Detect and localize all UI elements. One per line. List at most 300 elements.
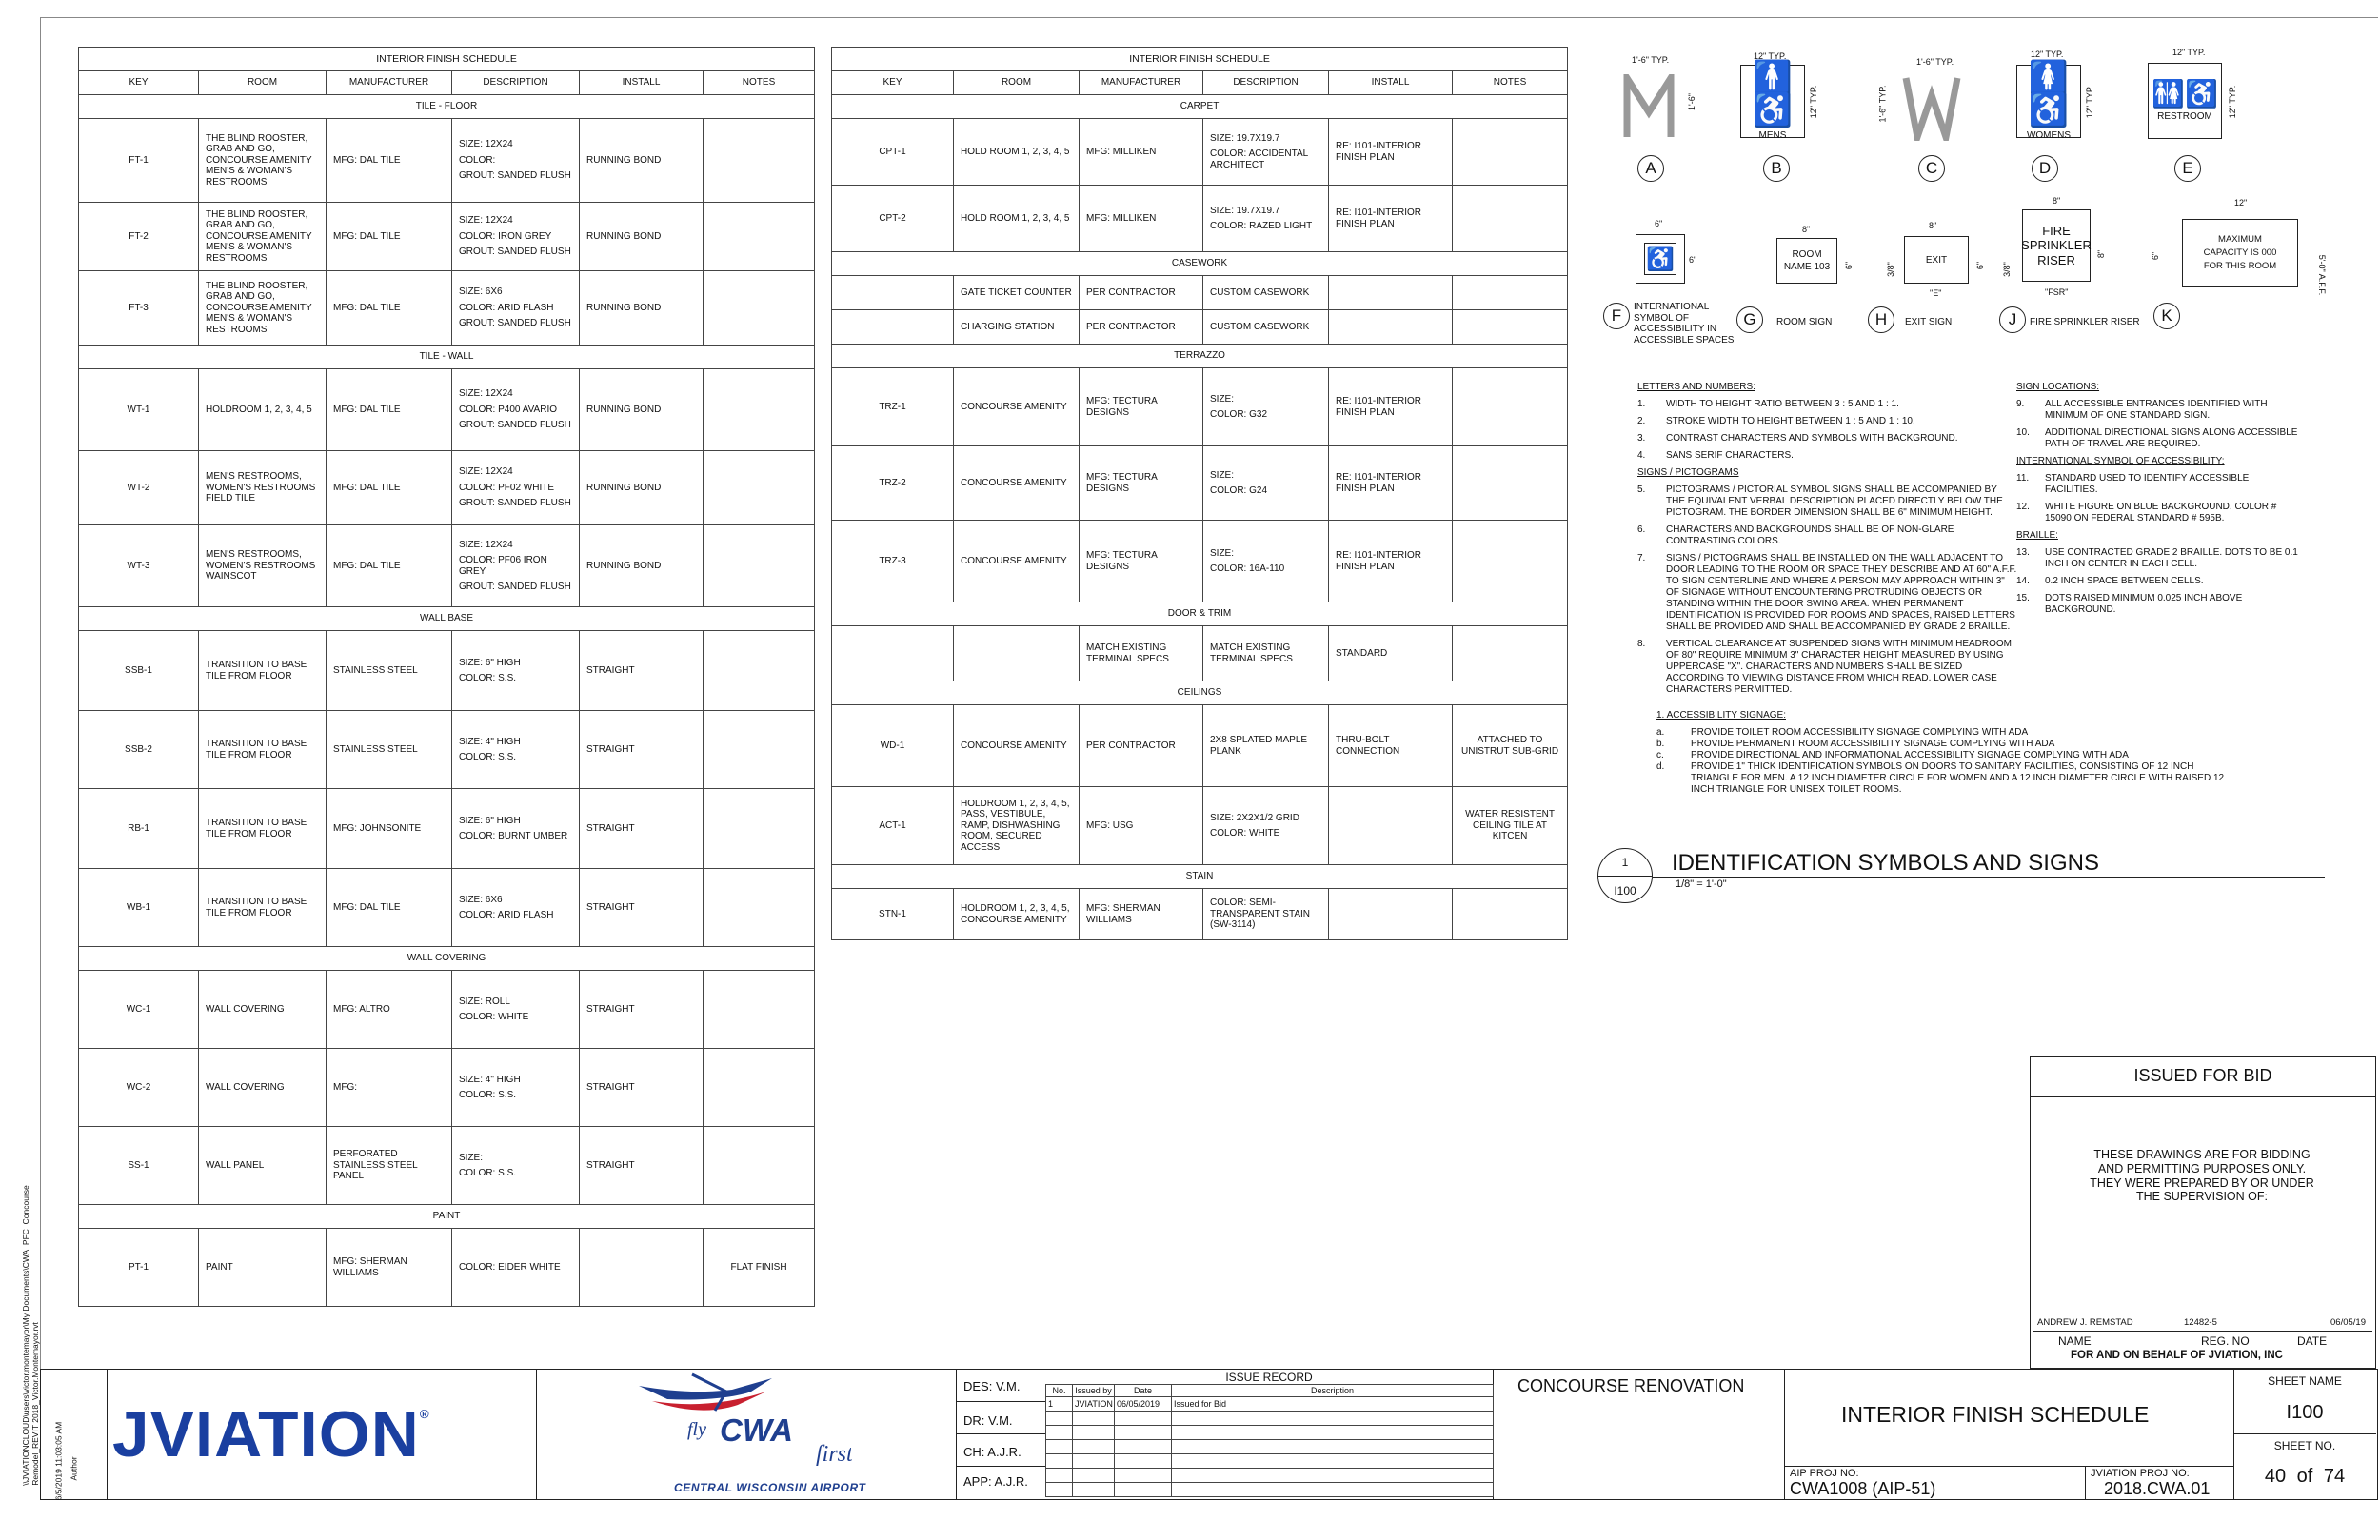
description-line: SIZE: 4" HIGH: [459, 1074, 521, 1085]
cell-notes: [704, 711, 815, 789]
note-text: PICTOGRAMS / PICTORIAL SYMBOL SIGNS SHALL BE ACCOMPANIED BY THE EQUIVALENT VERBAL DESCRIPTION PLACED DIRECTLY BELOW THE PICTOGRAM. THE BORDER DIMENSION SHALL BE 6" MINIMUM HEIGHT.: [1666, 484, 2003, 518]
description-line: COLOR: ARID FLASH: [459, 302, 554, 313]
note-text: CONTRAST CHARACTERS AND SYMBOLS WITH BACKGROUND.: [1666, 433, 1958, 444]
description-line: SIZE:: [1210, 393, 1235, 405]
note-number: 11.: [2016, 473, 2030, 484]
description-line: SIZE: 6X6: [459, 894, 503, 905]
cell-manufacturer: MFG: SHERMAN WILLIAMS: [1080, 889, 1203, 940]
issue-cell: [1115, 1483, 1172, 1497]
cell-manufacturer: PER CONTRACTOR: [1080, 276, 1203, 310]
note-text: STROKE WIDTH TO HEIGHT BETWEEN 1 : 5 AND 1 : 10.: [1666, 416, 1915, 426]
ch-initials: CH: A.J.R.: [963, 1445, 1021, 1459]
note-item: [1637, 399, 2018, 410]
description-line: COLOR: SEMI-TRANSPARENT STAIN (SW-3114): [1210, 898, 1311, 931]
section-row: [832, 865, 1568, 889]
cell-room: TRANSITION TO BASE TILE FROM FLOOR: [199, 869, 327, 947]
cwa-airport: CENTRAL WISCONSIN AIRPORT: [674, 1481, 866, 1494]
womens-accessible-icon: 🚺♿: [2028, 60, 2070, 128]
sign-c-w-letter: [1902, 74, 1961, 141]
notes-heading: SIGN LOCATIONS:: [2016, 382, 2100, 392]
cell-room: HOLD ROOM 1, 2, 3, 4, 5: [954, 186, 1080, 252]
description-line: SIZE:: [459, 1152, 484, 1163]
sheet-name-divider: [2233, 1433, 2376, 1434]
accessibility-signage-notes: [1656, 706, 2228, 796]
issue-header: Issued by: [1073, 1385, 1115, 1397]
cell-key: WD-1: [832, 705, 954, 787]
note-number: 14.: [2016, 576, 2030, 586]
cell-install: STRAIGHT: [580, 1127, 704, 1205]
project-name: CONCOURSE RENOVATION: [1517, 1376, 1745, 1395]
column-header: ROOM: [954, 71, 1080, 95]
cell-description: [1203, 446, 1329, 521]
cell-description: [1203, 186, 1329, 252]
sign-b-mens: [1740, 60, 1805, 141]
sign-j-dim-top: 8": [2053, 196, 2061, 206]
note-number: 2.: [1637, 416, 1646, 426]
cell-manufacturer: MFG: TECTURA DESIGNS: [1080, 446, 1203, 521]
cwa-name: CWA: [720, 1412, 793, 1448]
cell-description: [452, 369, 580, 451]
cell-install: RUNNING BOND: [580, 119, 704, 203]
schedule-title: INTERIOR FINISH SCHEDULE: [832, 48, 1568, 71]
issue-cell: [1172, 1412, 1494, 1426]
issue-cell: [1073, 1483, 1115, 1497]
section-title: STAIN: [832, 865, 1568, 889]
sign-j-dim-side: 8": [2096, 249, 2107, 259]
cell-description: [452, 525, 580, 607]
schedule-title-row: [79, 48, 815, 71]
cell-install: [580, 1229, 704, 1307]
cell-manufacturer: MFG: DAL TILE: [327, 369, 452, 451]
description-line: COLOR: P400 AVARIO: [459, 404, 558, 415]
signage-notes-left: [1637, 378, 2018, 701]
cell-room: HOLDROOM 1, 2, 3, 4, 5, PASS, VESTIBULE, RAMP, DISHWASHING ROOM, SECURED ACCESS: [954, 787, 1080, 865]
sign-h-dim-top: 8": [1929, 221, 1937, 230]
cell-description: [452, 869, 580, 947]
column-header: KEY: [832, 71, 954, 95]
sign-g-caption: ROOM SIGN: [1776, 317, 1833, 327]
note-item: [1656, 739, 2228, 750]
cell-key: [832, 310, 954, 345]
description-line: SIZE: 4" HIGH: [459, 736, 521, 747]
cell-key: WC-2: [79, 1049, 199, 1127]
description-line: SIZE:: [1210, 469, 1235, 481]
section-row: [832, 602, 1568, 626]
sign-k-tag: K: [2153, 303, 2180, 329]
cell-install: RE: I101-INTERIOR FINISH PLAN: [1329, 446, 1453, 521]
cell-room: THE BLIND ROOSTER, GRAB AND GO, CONCOURSE AMENITY MEN'S & WOMAN'S RESTROOMS: [199, 203, 327, 271]
cell-room: CHARGING STATION: [954, 310, 1080, 345]
cell-install: STRAIGHT: [580, 971, 704, 1049]
sign-a-tag: A: [1637, 155, 1664, 182]
note-number: 15.: [2016, 593, 2030, 603]
description-line: GROUT: SANDED FLUSH: [459, 247, 571, 258]
cell-room: MEN'S RESTROOMS, WOMEN'S RESTROOMS FIELD TILE: [199, 451, 327, 525]
wheelchair-icon: ♿: [1644, 243, 1676, 275]
cell-install: RUNNING BOND: [580, 451, 704, 525]
issue-cell: [1115, 1412, 1172, 1426]
family-accessible-icon: 🚻♿: [2152, 78, 2218, 109]
issue-header: Date: [1115, 1385, 1172, 1397]
column-header: MANUFACTURER: [327, 71, 452, 95]
cell-key: FT-1: [79, 119, 199, 203]
section-row: [79, 1205, 815, 1229]
cell-description: [1203, 889, 1329, 940]
detail-title-line: [1653, 877, 2325, 878]
cell-notes: [1453, 186, 1568, 252]
cell-key: CPT-1: [832, 119, 954, 186]
schedule-title-row: [832, 48, 1568, 71]
issued-title: ISSUED FOR BID: [2133, 1066, 2272, 1085]
signage-notes-right: [2016, 378, 2302, 622]
title-block-proj-split: [2085, 1466, 2086, 1500]
section-title: TILE - FLOOR: [79, 95, 815, 119]
cell-room: HOLDROOM 1, 2, 3, 4, 5: [199, 369, 327, 451]
table-row: [832, 521, 1568, 602]
cell-manufacturer: MFG: TECTURA DESIGNS: [1080, 521, 1203, 602]
sign-j-dim-left: 3/8": [2001, 262, 2012, 277]
note-item: [1637, 524, 2018, 547]
note-text: SIGNS / PICTOGRAMS SHALL BE INSTALLED ON THE WALL ADJACENT TO DOOR LEADING TO THE ROOM OR SPACE THEY DESCRIBE AND AT 60" A.F.F. TO SIGN CENTERLINE AND WHERE A PERSON MAY APPROACH WITHIN 3" OF SIGNAGE WITHOUT ENCOUNTERING PROTRUDING OBJECTS OR STANDING WITHIN THE DOOR SWING AREA. WHEN PERMANENT IDENTIFICATION IS PROVIDED FOR ROOMS AND SPACES, RAISED LETTERS SHALL BE PROVIDED AND SHALL BE ACCOMPANIED BY GRADE 2 BRAILLE.: [1666, 553, 2017, 632]
jviation-logo: JVIATION®: [112, 1398, 430, 1471]
cell-notes: [1453, 368, 1568, 446]
column-header: DESCRIPTION: [452, 71, 580, 95]
behalf-line: FOR AND ON BEHALF OF JVIATION, INC: [2071, 1350, 2283, 1361]
detail-title-text: IDENTIFICATION SYMBOLS AND SIGNS: [1672, 850, 2099, 876]
table-row: [832, 119, 1568, 186]
table-row: [79, 451, 815, 525]
cell-key: CPT-2: [832, 186, 954, 252]
note-text: CHARACTERS AND BACKGROUNDS SHALL BE OF NON-GLARE CONTRASTING COLORS.: [1666, 524, 1954, 546]
note-text: PROVIDE PERMANENT ROOM ACCESSIBILITY SIGNAGE COMPLYING WITH ADA: [1691, 739, 2055, 749]
table-row: [79, 869, 815, 947]
note-item: [2016, 593, 2302, 616]
sign-j-tag: J: [1999, 306, 2026, 333]
cell-description: [452, 1049, 580, 1127]
cell-manufacturer: MFG: DAL TILE: [327, 119, 452, 203]
table-row: [832, 889, 1568, 940]
issue-header: No.: [1046, 1385, 1073, 1397]
description-line: COLOR: ARID FLASH: [459, 910, 554, 920]
section-title: WALL BASE: [79, 607, 815, 631]
sign-g-tag: G: [1736, 306, 1763, 333]
issue-cell: [1115, 1426, 1172, 1440]
cell-notes: [704, 789, 815, 869]
note-item: [2016, 547, 2302, 570]
notes-heading: SIGNS / PICTOGRAMS: [1637, 467, 1739, 478]
column-header: INSTALL: [1329, 71, 1453, 95]
cell-key: WT-1: [79, 369, 199, 451]
cell-manufacturer: PERFORATED STAINLESS STEEL PANEL: [327, 1127, 452, 1205]
right-finish-schedule: [831, 47, 1568, 940]
issue-cell: Issued for Bid: [1172, 1397, 1494, 1412]
table-row: [832, 276, 1568, 310]
table-row: [832, 446, 1568, 521]
detail-bubble: [1597, 848, 1653, 903]
cell-key: SSB-2: [79, 711, 199, 789]
section-row: [79, 607, 815, 631]
cell-key: [832, 626, 954, 681]
note-text: 0.2 INCH SPACE BETWEEN CELLS.: [2045, 576, 2204, 586]
cell-manufacturer: MFG: USG: [1080, 787, 1203, 865]
cell-manufacturer: MFG: MILLIKEN: [1080, 186, 1203, 252]
table-row: [79, 1049, 815, 1127]
cell-room: CONCOURSE AMENITY: [954, 521, 1080, 602]
cell-install: RUNNING BOND: [580, 271, 704, 346]
cell-install: RUNNING BOND: [580, 203, 704, 271]
sign-e-dim-side: 12" TYP.: [2228, 85, 2238, 119]
sign-j-caption: FIRE SPRINKLER RISER: [2030, 317, 2140, 327]
cell-room: [954, 626, 1080, 681]
description-line: COLOR: G24: [1210, 485, 1268, 496]
issued-divider: [2030, 1096, 2376, 1097]
note-text: STANDARD USED TO IDENTIFY ACCESSIBLE FACILITIES.: [2045, 473, 2250, 495]
cell-room: WALL PANEL: [199, 1127, 327, 1205]
description-line: SIZE: 6X6: [459, 286, 503, 298]
description-line: SIZE: 6" HIGH: [459, 815, 521, 826]
column-header: INSTALL: [580, 71, 704, 95]
sign-a-m-letter: [1623, 74, 1676, 141]
sign-h-caption: EXIT SIGN: [1905, 317, 1953, 327]
note-text: PROVIDE DIRECTIONAL AND INFORMATIONAL ACCESSIBILITY SIGNAGE COMPLYING WITH ADA: [1691, 750, 2129, 760]
cell-notes: ATTACHED TO UNISTRUT SUB-GRID: [1453, 705, 1568, 787]
issue-cell: [1046, 1440, 1073, 1454]
issue-cell: [1073, 1426, 1115, 1440]
sign-k-capacity: MAXIMUM CAPACITY IS 000 FOR THIS ROOM: [2182, 219, 2298, 287]
note-text: WIDTH TO HEIGHT RATIO BETWEEN 3 : 5 AND 1 : 1.: [1666, 399, 1899, 409]
sign-k-dim-side: 6": [2151, 251, 2161, 261]
issue-row: [1046, 1412, 1494, 1426]
table-row: [79, 119, 815, 203]
cell-room: THE BLIND ROOSTER, GRAB AND GO, CONCOURSE AMENITY MEN'S & WOMAN'S RESTROOMS: [199, 119, 327, 203]
notes-heading: BRAILLE:: [2016, 530, 2058, 541]
description-line: SIZE: 12X24: [459, 139, 513, 150]
sign-f-isa: [1636, 234, 1685, 284]
table-row: [79, 525, 815, 607]
cell-notes: [704, 1127, 815, 1205]
cell-key: ACT-1: [832, 787, 954, 865]
cell-install: [1329, 310, 1453, 345]
description-line: MATCH EXISTING TERMINAL SPECS: [1210, 642, 1293, 664]
description-line: COLOR: S.S.: [459, 752, 517, 762]
description-line: COLOR: WHITE: [459, 1012, 529, 1022]
issue-cell: [1172, 1454, 1494, 1469]
description-line: COLOR: PF02 WHITE: [459, 482, 555, 493]
cell-description: [1203, 276, 1329, 310]
note-text: PROVIDE 1" THICK IDENTIFICATION SYMBOLS ON DOORS TO SANITARY FACILITIES, CONSISTING OF 12 INCH TRIANGLE FOR MEN. A 12 INCH DIAMETER CIRCLE FOR WOMEN AND A 12 INCH DIAMETER CIRCLE WITH RAISED 12 INCH TRIANGLE FOR UNISEX TOILET ROOMS.: [1691, 761, 2225, 795]
detail-scale: 1/8" = 1'-0": [1676, 879, 1727, 890]
issue-row: [1046, 1440, 1494, 1454]
column-header: KEY: [79, 71, 199, 95]
note-item: [1637, 433, 2018, 444]
sign-a-dim-top: 1'-6" TYP.: [1632, 55, 1670, 65]
sign-f-dim-top: 6": [1655, 219, 1663, 228]
sign-j-riser: FIRE SPRINKLER RISER: [2022, 209, 2091, 282]
cell-notes: [1453, 889, 1568, 940]
accessibility-heading: 1. ACCESSIBILITY SIGNAGE:: [1656, 710, 1786, 721]
description-line: SIZE: ROLL: [459, 996, 510, 1007]
cell-install: RE: I101-INTERIOR FINISH PLAN: [1329, 368, 1453, 446]
cell-manufacturer: PER CONTRACTOR: [1080, 705, 1203, 787]
cell-description: [1203, 119, 1329, 186]
note-number: 1.: [1637, 399, 1646, 409]
note-item: [1637, 450, 2018, 462]
note-text: USE CONTRACTED GRADE 2 BRAILLE. DOTS TO BE 0.1 INCH ON CENTER IN EACH CELL.: [2045, 547, 2298, 569]
description-line: COLOR: G32: [1210, 409, 1268, 420]
issue-cell: [1172, 1483, 1494, 1497]
issue-row: [1046, 1454, 1494, 1469]
cell-manufacturer: STAINLESS STEEL: [327, 711, 452, 789]
cell-notes: [704, 369, 815, 451]
cell-room: CONCOURSE AMENITY: [954, 705, 1080, 787]
description-line: GROUT: SANDED FLUSH: [459, 420, 571, 431]
cell-notes: [704, 203, 815, 271]
tb-div-5: [1784, 1369, 1785, 1500]
cell-room: WALL COVERING: [199, 1049, 327, 1127]
sign-d-tag: D: [2032, 155, 2058, 182]
issue-cell: 06/05/2019: [1115, 1397, 1172, 1412]
section-row: [832, 345, 1568, 368]
sign-f-dim-side: 6": [1689, 255, 1697, 265]
note-text: DOTS RAISED MINIMUM 0.025 INCH ABOVE BACKGROUND.: [2045, 593, 2243, 615]
aip-number: CWA1008 (AIP-51): [1790, 1479, 1936, 1498]
cell-manufacturer: STAINLESS STEEL: [327, 631, 452, 711]
note-item: [1637, 553, 2018, 633]
dr-divider: [956, 1433, 1045, 1434]
note-item: [1656, 761, 2228, 796]
cell-notes: [704, 631, 815, 711]
cell-description: [452, 711, 580, 789]
cell-key: FT-3: [79, 271, 199, 346]
cell-key: TRZ-2: [832, 446, 954, 521]
note-number: 13.: [2016, 547, 2030, 558]
description-line: COLOR: 16A-110: [1210, 563, 1285, 574]
column-header: ROOM: [199, 71, 327, 95]
table-row: [79, 271, 815, 346]
issue-cell: [1115, 1469, 1172, 1483]
cell-install: [1329, 889, 1453, 940]
note-text: SANS SERIF CHARACTERS.: [1666, 450, 1794, 461]
note-number: 9.: [2016, 399, 2025, 409]
note-letter: d.: [1656, 761, 1665, 772]
sign-b-dim-top: 12" TYP.: [1754, 51, 1787, 61]
sign-g-dim-side: 6": [1844, 261, 1854, 270]
table-row: [79, 369, 815, 451]
description-line: SIZE: 2X2X1/2 GRID: [1210, 812, 1299, 823]
description-line: COLOR: PF06 IRON GREY: [459, 555, 547, 577]
issue-row: [1046, 1483, 1494, 1497]
issue-cell: [1073, 1454, 1115, 1469]
cell-room: GATE TICKET COUNTER: [954, 276, 1080, 310]
author-label: Author: [69, 1456, 79, 1481]
cell-install: STANDARD: [1329, 626, 1453, 681]
note-text: PROVIDE TOILET ROOM ACCESSIBILITY SIGNAGE COMPLYING WITH ADA: [1691, 727, 2029, 738]
cell-room: MEN'S RESTROOMS, WOMEN'S RESTROOMS WAINSCOT: [199, 525, 327, 607]
cell-key: TRZ-3: [832, 521, 954, 602]
cell-description: [452, 1229, 580, 1307]
cell-notes: [704, 271, 815, 346]
description-line: GROUT: SANDED FLUSH: [459, 582, 571, 592]
description-line: SIZE: 19.7X19.7: [1210, 132, 1280, 144]
note-number: 10.: [2016, 427, 2030, 438]
issue-cell: [1172, 1469, 1494, 1483]
table-row: [79, 789, 815, 869]
note-item: [2016, 473, 2302, 496]
section-row: [79, 346, 815, 369]
description-line: GROUT: SANDED FLUSH: [459, 170, 571, 182]
cell-description: [452, 789, 580, 869]
cell-key: WT-2: [79, 451, 199, 525]
sign-b-tag: B: [1763, 155, 1790, 182]
cell-room: HOLD ROOM 1, 2, 3, 4, 5: [954, 119, 1080, 186]
cell-install: STRAIGHT: [580, 869, 704, 947]
note-number: 7.: [1637, 553, 1646, 563]
note-text: ADDITIONAL DIRECTIONAL SIGNS ALONG ACCESSIBLE PATH OF TRAVEL ARE REQUIRED.: [2045, 427, 2298, 449]
cell-key: WB-1: [79, 869, 199, 947]
note-item: [1637, 484, 2018, 519]
signature-line: [2033, 1331, 2372, 1332]
note-item: [2016, 576, 2302, 587]
cell-description: [452, 1127, 580, 1205]
section-title: PAINT: [79, 1205, 815, 1229]
cell-description: [1203, 521, 1329, 602]
section-row: [832, 681, 1568, 705]
cell-install: RUNNING BOND: [580, 369, 704, 451]
detail-sheet: I100: [1614, 883, 1636, 898]
tb-div-2: [536, 1369, 537, 1500]
description-line: SIZE: 12X24: [459, 215, 513, 227]
sign-h-dim-side: 6": [1975, 261, 1986, 270]
app-initials: APP: A.J.R.: [963, 1474, 1028, 1489]
issue-record-title: ISSUE RECORD: [1225, 1371, 1313, 1384]
date-label: DATE: [2297, 1334, 2328, 1348]
cell-description: [452, 451, 580, 525]
table-row: [79, 1127, 815, 1205]
file-path: \\JVIATIONCLOUD\users\victor.montemayor\My Documents\CWA_PFC_Concourse Remodel_REVIT 2018_Victor.Montemayor.rvt: [21, 1185, 40, 1486]
note-text: VERTICAL CLEARANCE AT SUSPENDED SIGNS WITH MINIMUM HEADROOM OF 80" REQUIRE MINIMUM 3" CHARACTER HEIGHT MEASURED BY USING UPPERCASE "X". CHARACTERS AND NUMBERS SHALL BE SIZED ACCORDING TO VIEWING DISTANCE FROM WHICH READ. LOWER CASE CHARACTERS PERMITTED.: [1666, 639, 2013, 695]
cell-manufacturer: MFG: TECTURA DESIGNS: [1080, 368, 1203, 446]
jviation-proj-number: 2018.CWA.01: [2104, 1479, 2211, 1498]
cell-notes: [704, 869, 815, 947]
description-line: SIZE: 12X24: [459, 539, 513, 550]
cell-room: PAINT: [199, 1229, 327, 1307]
cell-install: THRU-BOLT CONNECTION: [1329, 705, 1453, 787]
cwa-fly: fly: [687, 1419, 706, 1440]
cell-install: [1329, 276, 1453, 310]
note-number: 3.: [1637, 433, 1646, 444]
note-text: WHITE FIGURE ON BLUE BACKGROUND. COLOR # 15090 ON FEDERAL STANDARD # 595B.: [2045, 502, 2277, 523]
description-line: CUSTOM CASEWORK: [1210, 286, 1310, 298]
engineer-name: ANDREW J. REMSTAD: [2037, 1317, 2133, 1328]
cell-manufacturer: MFG: SHERMAN WILLIAMS: [327, 1229, 452, 1307]
sign-b-dim-side: 12" TYP.: [1809, 85, 1819, 119]
cell-key: WC-1: [79, 971, 199, 1049]
table-row: [832, 705, 1568, 787]
cell-description: [1203, 368, 1329, 446]
sign-d-label: WOMENS: [2026, 130, 2072, 141]
description-line: CUSTOM CASEWORK: [1210, 321, 1310, 332]
issue-row: [1046, 1426, 1494, 1440]
sign-e-dim-top: 12" TYP.: [2172, 48, 2206, 57]
cell-key: FT-2: [79, 203, 199, 271]
cell-notes: [1453, 119, 1568, 186]
sign-e-tag: E: [2174, 155, 2201, 182]
description-line: 2X8 SPLATED MAPLE PLANK: [1210, 735, 1308, 757]
cell-notes: WATER RESISTENT CEILING TILE AT KITCEN: [1453, 787, 1568, 865]
issue-cell: [1115, 1440, 1172, 1454]
description-line: COLOR:: [459, 154, 496, 166]
cell-key: TRZ-1: [832, 368, 954, 446]
